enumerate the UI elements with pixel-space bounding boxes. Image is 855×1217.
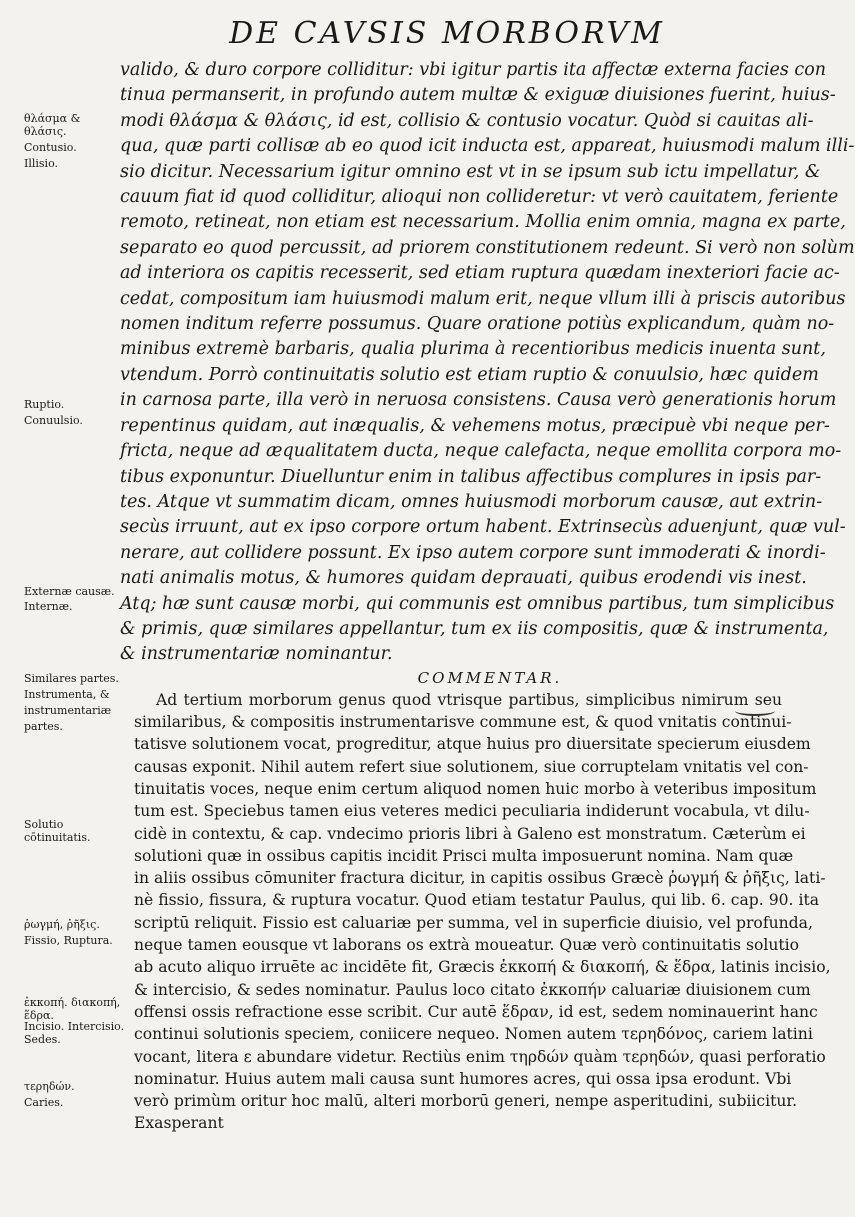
text-line: cedat, compositum iam huiusmodi malum erit, neque vllum illi à priscis autoribus <box>120 288 846 309</box>
text-line: neque tamen eousque vt laborans os extrà moueatur. Quæ verò continuitatis solutio <box>134 936 800 955</box>
text-line: sio dicitur. Necessarium igitur omnino est vt in se ipsum sub ictu impellatur, & <box>120 161 821 182</box>
text-line: fricta, neque ad æqualitatem ducta, neque calefacta, neque emollita corpora mo- <box>120 441 842 462</box>
margin-note: Caries. <box>24 1096 64 1109</box>
margin-note: Conuulsio. <box>24 414 83 427</box>
text-line: in aliis ossibus cōmuniter fractura dicitur, in capitis ossibus Græcè ῥωγμή & ῥῆξις, lati- <box>134 869 826 888</box>
text-line: continui solutionis speciem, coniicere nequeo. Nomen autem τερηδόνος, cariem latini <box>134 1025 813 1044</box>
margin-note: Externæ causæ. <box>24 585 115 598</box>
margin-note: Fissio, Ruptura. <box>24 934 113 947</box>
text-line: tinua permanserit, in profundo autem multæ & exiguæ diuisiones fuerint, huius- <box>120 85 836 106</box>
text-line: in carnosa parte, illa verò in neruosa consistens. Causa verò generationis horum <box>120 390 837 411</box>
margin-note: Ruptio. <box>24 398 65 411</box>
margin-note: Instrumenta, & <box>24 688 110 701</box>
text-line: & instrumentariæ nominantur. <box>120 644 393 665</box>
text-line: qua, quæ parti collisæ ab eo quod icit inducta est, appareat, huiusmodi malum illi- <box>120 136 855 157</box>
margin-note: τερηδών. <box>24 1080 75 1093</box>
margin-note: Incisio. Intercisio. Sedes. <box>24 1020 125 1046</box>
text-line: & primis, quæ similares appellantur, tum ex iis compositis, quæ & instrumenta, <box>120 618 829 639</box>
text-line: Ad tertium morborum genus quod vtrisque partibus, simplicibus nimirum seu <box>156 690 782 709</box>
text-line: tum est. Speciebus tamen eius veteres medici peculiaria indiderunt vocabula, vt dilu- <box>134 802 810 821</box>
margin-note: partes. <box>24 720 63 733</box>
main-text <box>120 58 855 1135</box>
text-line: & intercisio, & sedes nominatur. Paulus loco citato ἐκκοπήν caluariæ diuisionem cum <box>134 980 811 999</box>
running-title: DE CAVSIS MORBORVM <box>229 16 665 51</box>
text-line: secùs irruunt, aut ex ipso corpore ortum habent. Extrinsecùs aduenjunt, quæ vul- <box>120 517 846 538</box>
text-line: cidè in contextu, & cap. vndecimo prioris libri à Galeno est monstratum. Cæterùm ei <box>134 824 806 843</box>
text-line: tibus exponuntur. Diuelluntur enim in talibus affectibus complures in ipsis par- <box>120 466 822 487</box>
margin-note: Contusio. <box>24 141 77 154</box>
text-line: verò primùm oritur hoc malū, alteri morborū generi, nempe asperitudini, subiicitur. <box>134 1092 798 1111</box>
text-line: nati animalis motus, & humores quidam deprauati, quibus erodendi vis inest. <box>120 568 807 589</box>
text-line: modi θλάσμα & θλάσις, id est, collisio & contusio vocatur. Quòd si cauitas ali- <box>120 110 814 131</box>
text-line: similaribus, & compositis instrumentarisve commune est, & quod vnitatis continui- <box>134 713 792 732</box>
margin-note: Internæ. <box>24 600 73 613</box>
text-line: vtendum. Porrò continuitatis solutio est etiam ruptio & conuulsio, hæc quidem <box>120 364 819 385</box>
text-line: scriptū reliquit. Fissio est caluariæ per summa, vel in superficie diuisio, vel profunda, <box>134 913 813 932</box>
margin-note: Similares partes. <box>24 672 119 685</box>
margin-note: ῥωγμή, ῥῆξις. <box>24 918 100 931</box>
commentary-heading: COMMENTAR. <box>417 668 563 687</box>
text-line: remoto, retineat, non etiam est necessarium. Mollia enim omnia, magna ex parte, <box>120 212 846 233</box>
text-line: nè fissio, fissura, & ruptura vocatur. Quod etiam testatur Paulus, qui lib. 6. cap. 90. ita <box>134 891 820 910</box>
commentary-passage <box>134 689 831 1135</box>
text-line: nominatur. Huius autem mali causa sunt humores acres, qui ossa ipsa erodunt. Vbi <box>134 1069 792 1088</box>
margin-note: instrumentariæ <box>24 704 112 717</box>
text-line: minibus extremè barbaris, qualia plurima à recentioribus medicis inuenta sunt, <box>120 339 826 360</box>
text-line: repentinus quidam, aut inæqualis, & vehemens motus, præcipuè vbi neque per- <box>120 415 830 436</box>
text-line: cauum fiat id quod colliditur, alioqui non collideretur: vt verò cauitatem, feriente <box>120 187 839 208</box>
ornament-flourish <box>735 706 775 716</box>
text-line: ab acuto aliquo irruēte ac incidēte fit, Græcis ἐκκοπή & διακοπή, & ἕδρα, latinis incisio, <box>134 958 831 977</box>
text-line: ad interiora os capitis recesserit, sed etiam ruptura quædam inexteriori facie ac- <box>120 263 840 284</box>
text-line: nomen inditum referre possumus. Quare oratione potiùs explicandum, quàm no- <box>120 314 835 335</box>
text-line: vocant, litera ε abundare videtur. Rectiùs enim τηρδών quàm τερηδών, quasi perforatio <box>134 1047 826 1066</box>
margin-note: Solutio cōtinuitatis. <box>24 818 91 844</box>
text-line: offensi ossis refractione esse scribit. Cur autē ἕδραν, id est, sedem nominauerint hanc <box>134 1002 818 1021</box>
text-line: tinuitatis voces, neque enim certum aliquod nomen huic morbo à veteribus impositum <box>134 779 817 798</box>
text-line: solutioni quæ in ossibus capitis incidit Prisci multa imposuerunt nomina. Nam quæ <box>134 846 794 865</box>
text-line: nerare, aut collidere possunt. Ex ipso autem corpore sunt immoderati & inordi- <box>120 542 826 563</box>
text-line: tatisve solutionem vocat, progreditur, atque huius pro diuersitate specierum eiusdem <box>134 735 811 754</box>
margin-note: ἐκκοπή. διακοπή, ἕδρα. <box>24 996 121 1022</box>
text-line: Atq; hæ sunt causæ morbi, qui communis est omnibus partibus, tum simplicibus <box>120 593 835 614</box>
catchword: Exasperant <box>134 1114 224 1133</box>
italic-passage <box>120 58 855 668</box>
text-line: valido, & duro corpore colliditur: vbi igitur partis ita affectæ externa facies con <box>120 60 827 80</box>
text-line: tes. Atque vt summatim dicam, omnes huiusmodi morborum causæ, aut extrin- <box>120 491 823 512</box>
text-line: separato eo quod percussit, ad priorem constitutionem redeunt. Si verò non solùm <box>120 237 855 258</box>
text-line: causas exponit. Nihil autem refert siue solutionem, siue corruptelam vnitatis vel con- <box>134 757 809 776</box>
margin-note: θλάσμα & θλάσις. <box>24 112 81 138</box>
margin-note: Illisio. <box>24 157 58 170</box>
